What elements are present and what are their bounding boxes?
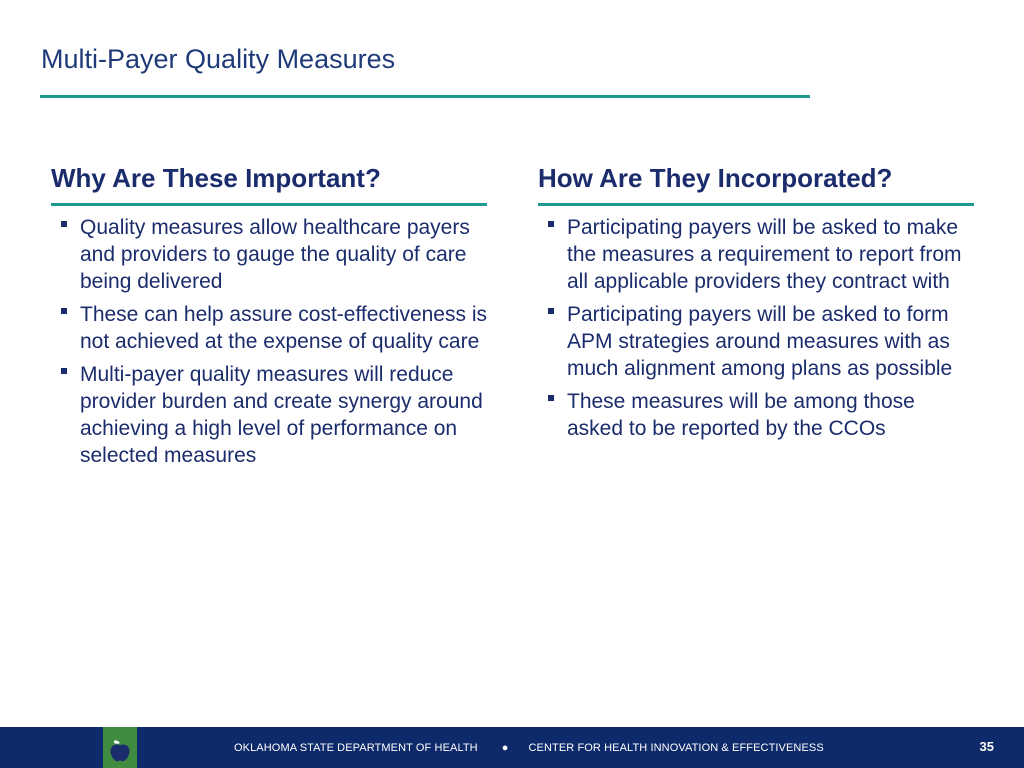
bullet-text: These measures will be among those asked to be reported by the CCOs: [567, 390, 915, 440]
footer-org: OKLAHOMA STATE DEPARTMENT OF HEALTH: [234, 742, 478, 754]
bullet-square-icon: [548, 395, 554, 401]
footer-separator: ●: [501, 742, 509, 754]
apple-logo-icon: [103, 727, 137, 768]
right-column: [538, 160, 974, 448]
bullet-square-icon: [61, 221, 67, 227]
left-heading: Why Are These Important?: [51, 163, 381, 193]
title-divider: [40, 95, 810, 98]
bullet-text: Participating payers will be asked to make the measures a requirement to report from all applicable providers they contract with: [567, 216, 962, 293]
bullet-item: [538, 301, 974, 382]
footer-bar: [0, 727, 1024, 768]
bullet-text: Multi-payer quality measures will reduce provider burden and create synergy around achieving a high level of performance on selected measures: [80, 363, 483, 467]
footer-center: CENTER FOR HEALTH INNOVATION & EFFECTIVENESS: [528, 742, 824, 754]
bullet-text: These can help assure cost-effectiveness is not achieved at the expense of quality care: [80, 303, 487, 353]
slide-title: Multi-Payer Quality Measures: [41, 44, 396, 74]
right-bullet-list: [538, 214, 974, 442]
bullet-square-icon: [548, 221, 554, 227]
bullet-square-icon: [548, 308, 554, 314]
bullet-item: [538, 214, 974, 295]
bullet-square-icon: [61, 308, 67, 314]
left-bullet-list: [51, 214, 487, 469]
bullet-item: [51, 301, 487, 355]
right-heading: How Are They Incorporated?: [538, 163, 893, 193]
left-heading-divider: [51, 203, 487, 206]
bullet-item: [538, 388, 974, 442]
bullet-item: [51, 214, 487, 295]
left-column: [51, 160, 487, 475]
footer-text: [234, 742, 824, 754]
bullet-text: Participating payers will be asked to form APM strategies around measures with as much alignment among plans as possible: [567, 303, 953, 380]
bullet-text: Quality measures allow healthcare payers and providers to gauge the quality of care being delivered: [80, 216, 470, 293]
right-heading-divider: [538, 203, 974, 206]
bullet-square-icon: [61, 368, 67, 374]
page-number: 35: [979, 739, 994, 754]
bullet-item: [51, 361, 487, 469]
